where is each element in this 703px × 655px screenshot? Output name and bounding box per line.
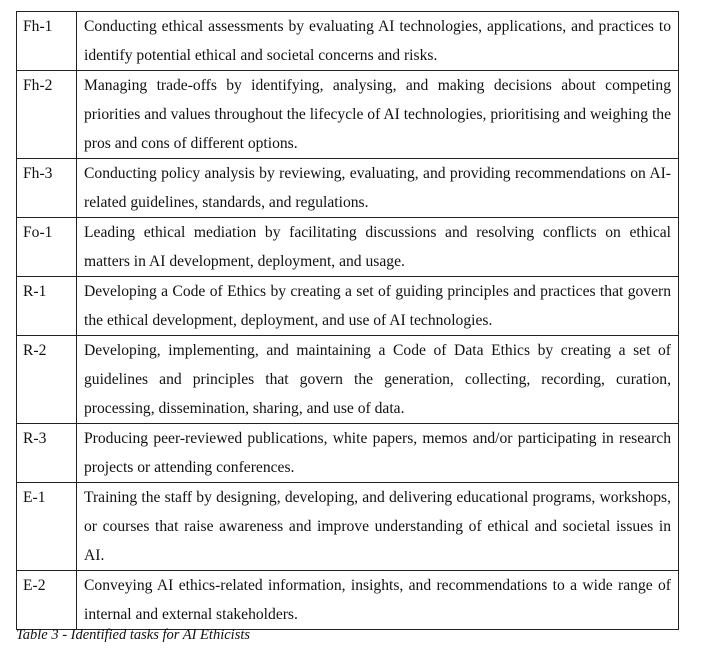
tasks-table (16, 11, 679, 630)
task-description-cell: Conducting policy analysis by reviewing, evaluating, and providing recommendations on AI-related guidelines, standards, and regulations. (77, 159, 679, 218)
task-code-cell: E-2 (17, 571, 77, 630)
task-code-cell: Fo-1 (17, 218, 77, 277)
task-code-cell: R-2 (17, 336, 77, 424)
table-row (17, 424, 679, 483)
task-code-cell: E-1 (17, 483, 77, 571)
task-description-cell: Producing peer-reviewed publications, white papers, memos and/or participating in research projects or attending conferences. (77, 424, 679, 483)
table-row (17, 159, 679, 218)
table-row (17, 71, 679, 159)
table-caption: Table 3 - Identified tasks for AI Ethicists (16, 627, 251, 643)
table-row (17, 277, 679, 336)
task-description-cell: Conducting ethical assessments by evaluating AI technologies, applications, and practices to identify potential ethical and societal concerns and risks. (77, 12, 679, 71)
task-code-cell: Fh-3 (17, 159, 77, 218)
task-code-cell: R-3 (17, 424, 77, 483)
task-description-cell: Developing a Code of Ethics by creating a set of guiding principles and practices that govern the ethical development, deployment, and use of AI technologies. (77, 277, 679, 336)
task-description-cell: Leading ethical mediation by facilitating discussions and resolving conflicts on ethical matters in AI development, deployment, and usage. (77, 218, 679, 277)
task-code-cell: R-1 (17, 277, 77, 336)
table-row (17, 571, 679, 630)
task-description-cell: Training the staff by designing, developing, and delivering educational programs, workshops, or courses that raise awareness and improve understanding of ethical and societal issues in AI. (77, 483, 679, 571)
task-code-cell: Fh-1 (17, 12, 77, 71)
table-row (17, 218, 679, 277)
task-description-cell: Conveying AI ethics-related information, insights, and recommendations to a wide range of internal and external stakeholders. (77, 571, 679, 630)
task-description-cell: Developing, implementing, and maintaining a Code of Data Ethics by creating a set of guidelines and principles that govern the generation, collecting, recording, curation, processing, dissemination, sharing, and use of data. (77, 336, 679, 424)
table-row (17, 12, 679, 71)
tasks-table-body (17, 12, 679, 630)
table-row (17, 336, 679, 424)
task-code-cell: Fh-2 (17, 71, 77, 159)
task-description-cell: Managing trade-offs by identifying, analysing, and making decisions about competing priorities and values throughout the lifecycle of AI technologies, prioritising and weighing the pros and cons of different options. (77, 71, 679, 159)
table-row (17, 483, 679, 571)
